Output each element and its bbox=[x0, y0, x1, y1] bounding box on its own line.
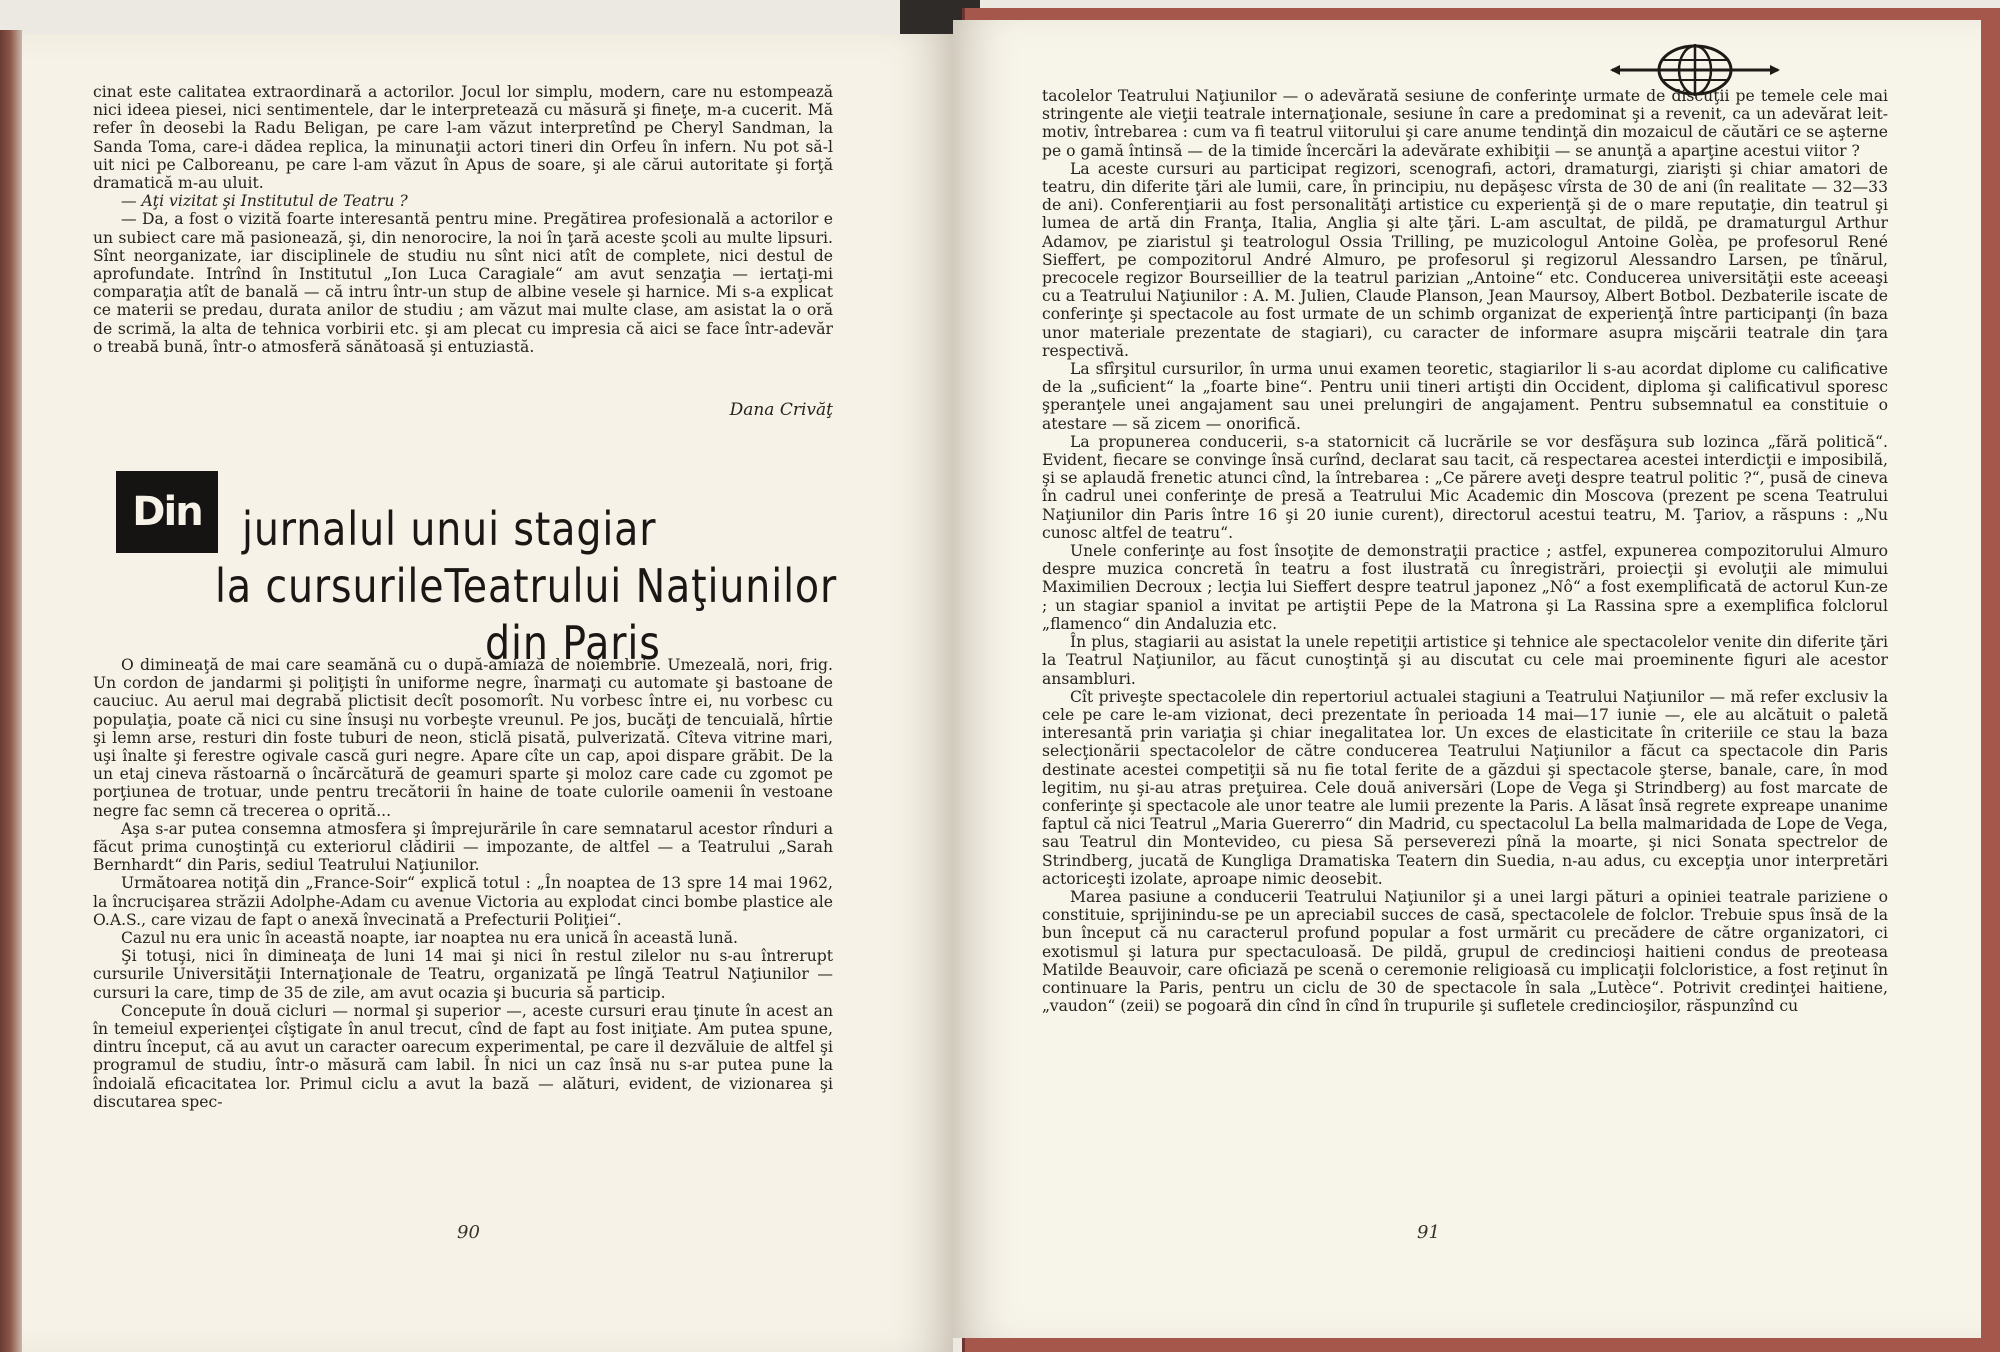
article-title-line: la cursurileTeatrului Naţiunilor bbox=[215, 559, 838, 613]
paragraph: Marea pasiune a conducerii Teatrului Naţiunilor şi a unei largi pături a opiniei teatrale pariziene o constituie, sprijinindu-se pe un apreciabil succes de casă, spectacolele de folclor. Trebuie spus însă de la bun început că nu caracterul profund popular a fost urmărit cu precădere de către organizatori, ci exotismul şi latura pur spectaculoasă. De pildă, grupul de credincioşi haitieni condus de preoteasa Matilde Beauvoir, care oficiază pe scenă o ceremonie religioasă cu implicaţii folcloristice, a fost reţinut în continuare la Paris, pentru un ciclu de 30 de spectacole în sala „Lutèce“. Potrivit credinţei haitiene, „vaudon“ (zeii) se pogoară din cînd în cînd în trupurile şi sufletele credincioşilor, răspunzînd cu bbox=[1042, 887, 1888, 1016]
page-number: 90 bbox=[457, 1222, 480, 1243]
right-article-column bbox=[1042, 87, 1888, 1015]
paragraph: Cît priveşte spectacolele din repertoriul actualei stagiuni a Teatrului Naţiunilor — mă refer exclusiv la cele pe care le-am vizionat, deci prezentate în perioada 14 mai—17 iunie —, ele au alcătuit o paletă interesantă prin variaţia şi chiar inegalitatea lor. Un exces de elasticitate în criteriile ce stau la baza selecţionării spectacolelor de către conducerea Teatrului Naţiunilor a făcut ca spectacole din Paris destinate acestei competiţii să nu fie total ferite de a găzdui şi spectacole şterse, banale, care, în mod legitim, nu şi-au atras preţuirea. Cele două aniversări (Lope de Vega şi Strindberg) au fost marcate de conferinţe şi spectacole ale unor teatre ale lumii prezente la Paris. A lăsat însă regrete expreape unanime faptul că nici Teatrul „Maria Guererro“ din Madrid, cu spectacolul La bella malmaridada de Lope de Vega, sau Teatrul din Montevideo, cu piesa Să perseverezi pînă la moarte, şi nici Sonata spectrelor de Strindberg, jucată de Kungliga Dramatiska Teatern din Suedia, n-au adus, cu excepţia unor interpretări actoriceşti izolate, aproape nimic deosebit. bbox=[1042, 687, 1888, 888]
paragraph: Şi totuşi, nici în dimineaţa de luni 14 mai şi nici în restul zilelor nu s-au întrerupt cursurile Universităţii Internaţionale de Teatru, organizată pe lîngă Teatrul Naţiunilor — cursuri la care, timp de 35 de zile, am avut ocazia şi bucuria să particip. bbox=[93, 947, 833, 1002]
book-binding-left bbox=[0, 30, 22, 1352]
paragraph: Concepute în două cicluri — normal şi superior —, aceste cursuri erau ţinute în acest an în temeiul experienţei cîştigate în anul trecut, cînd de fapt au fost iniţiate. Am putea spune, dintru început, că au avut un caracter oarecum experimental, pe care il dezvăluie de altfel şi programul de studiu, într-o măsură cam labil. În nici un caz însă nu s-ar putea pune la îndoială eficacitatea lor. Primul ciclu a avut la bază — alături, evident, de vizionarea şi discutarea spec- bbox=[93, 1001, 833, 1111]
left-article-column bbox=[93, 656, 833, 1111]
page-number: 91 bbox=[1417, 1222, 1440, 1243]
paragraph: Aşa s-ar putea consemna atmosfera şi împrejurările în care semnatarul acestor rînduri a făcut prima cunoştinţă cu exteriorul clădirii — impozante, de altfel — a Teatrului „Sarah Bernhardt“ din Paris, sediul Teatrului Naţiunilor. bbox=[93, 819, 833, 875]
left-continuation-column bbox=[93, 83, 833, 356]
title-logo: Din bbox=[116, 471, 218, 553]
paragraph: La propunerea conducerii, s-a statornicit că lucrările se vor desfăşura sub lozinca „fără politică“. Evident, fiecare se convinge însă curînd, declarat sau tacit, că respectarea acestei interdicţii e imposibilă, şi se aplaudă frenetic atunci cînd, la întrebarea : „Ce părere aveţi despre teatrul politic ?“, pusă de cineva în cadrul unei conferinţe de presă a Teatrului Mic Academic din Moscova (prezent pe scena Teatrului Naţiunilor din Paris între 16 şi 20 iunie curent), directorul acestui teatru, M. Ţariov, a răspuns : „Nu cunosc altfel de teatru“. bbox=[1042, 432, 1888, 542]
paragraph: În plus, stagiarii au asistat la unele repetiţii artistice şi tehnice ale spectacolelor venite din diferite ţări la Teatrul Naţiunilor, au făcut cunoştinţă şi au discutat cu cele mai proeminente figuri ale acestor ansambluri. bbox=[1042, 633, 1888, 688]
paragraph: — Da, a fost o vizită foarte interesantă pentru mine. Pregătirea profesională a actorilor e un subiect care mă pasionează, şi, din nenorocire, la noi în ţară aceste şcoli au multe lipsuri. Sînt neorganizate, iar disciplinele de studiu nu sînt nici atît de complete, nici destul de aprofundate. Intrînd în Institutul „Ion Luca Caragiale“ am avut senzaţia — iertaţi-mi comparaţia atît de banală — că intru într-un stup de albine vesele şi harnice. Mi s-a explicat ce materii se predau, durata anilor de studiu ; am văzut mai multe clase, am asistat la o oră de scrimă, la alta de tehnica vorbirii etc. şi am plecat cu impresia că aici se face într-adevăr o treabă bună, într-o atmosferă sănătoasă şi entuziastă. bbox=[93, 210, 833, 356]
author-signature: Dana Crivăţ bbox=[729, 400, 833, 420]
paragraph: La aceste cursuri au participat regizori, scenografi, actori, dramaturgi, ziarişti şi chiar amatori de teatru, din diferite ţări ale lumii, care, în principiu, nu depăşesc vîrsta de 30 de ani (în realitate — 32—33 de ani). Conferenţiarii au fost personalităţi artistice cu experienţă şi de o mare reputaţie, din teatrul şi lumea de artă din Franţa, Italia, Anglia şi alte ţări. L-am ascultat, de pildă, pe dramaturgul Arthur Adamov, pe ziaristul şi teatrologul Ossia Trilling, pe muzicologul Antoine Golèa, pe profesorul René Sieffert, pe compozitorul André Almuro, pe profesorul şi regizorul Alessandro Larsen, pe tînărul, precocele regizor Bourseillier de la teatrul parizian „Antoine“ etc. Conducerea universităţii este aceeaşi cu a Teatrului Naţiunilor : A. M. Julien, Claude Planson, Jean Maursoy, Albert Botbol. Dezbaterile iscate de conferinţe şi spectacole au fost urmate de un schimb organizat de experienţă între participanţi (în baza unor materiale prezentate de stagiari), cu caracter de informare asupra mişcării teatrale din ţara respectivă. bbox=[1042, 159, 1888, 360]
article-title-line: din Paris bbox=[485, 616, 661, 670]
paragraph: tacolelor Teatrului Naţiunilor — o adevărată sesiune de conferinţe urmate de discuţii pe temele cele mai stringente ale vieţii teatrale internaţionale, sesiune în care a predominat şi a revenit, ca un adevărat leit-motiv, întrebarea : cum va fi teatrul viitorului şi care anume tendinţă din mozaicul de căutări ce se aşterne pe o gamă întinsă — de la timide încercări la adevărate exhibiţii — se anunţă a aparţine acestui viitor ? bbox=[1042, 87, 1888, 160]
article-title-line: jurnalul unui stagiar bbox=[242, 502, 657, 556]
paragraph: Cazul nu era unic în această noapte, iar noaptea nu era unică în această lună. bbox=[121, 929, 738, 948]
paragraph: O dimineaţă de mai care seamănă cu o după-amiază de noiembrie. Umezeală, nori, frig. Un cordon de jandarmi şi poliţişti în uniforme negre, înarmaţi cu automate şi bastoane de cauciuc. Au aerul mai degrabă plictisit decît posomorît. Nu vorbesc între ei, nu vorbesc cu populaţia, poate că nici cu sine însuşi nu vorbeşte vreunul. Pe jos, bucăţi de tencuială, hîrtie şi lemn arse, resturi din foste tuburi de neon, sticlă pisată, pulverizată. Cîteva vitrine mari, uşi înalte şi ferestre ogivale cască guri negre. Apare cîte un cap, apoi dispare grăbit. De la un etaj cineva răstoarnă o încărcătură de geamuri sparte şi moloz care cade cu zgomot pe porţiunea de trotuar, unde pentru trecătorii în haine de toate culorile oamenii în vestoane negre fac semn că trecerea o oprită... bbox=[93, 656, 833, 820]
paragraph: Unele conferinţe au fost însoţite de demonstraţii practice ; astfel, expunerea compozitorului Almuro despre muzica concretă în teatru a fost ilustrată cu înregistrări, proiecţii şi evoluţii ale mimului Maximilien Decroux ; lecţia lui Sieffert despre teatrul japonez „Nô“ a fost exemplificată de actorul Kun-ze ; un stagiar spaniol a invitat pe artiştii Pepe de la Matrona şi La Rassina spre a exemplifica folclorul „flamenco“ din Andaluzia etc. bbox=[1042, 542, 1888, 633]
paragraph: Următoarea notiţă din „France-Soir“ explică totul : „În noaptea de 13 spre 14 mai 1962, la încrucişarea străzii Adolphe-Adam cu avenue Victoria au explodat cinci bombe plastice ale O.A.S., care vizau de fapt o anexă învecinată a Prefecturii Poliţiei“. bbox=[93, 874, 833, 929]
paragraph: La sfîrşitul cursurilor, în urma unui examen teoretic, stagiarilor li s-au acordat diplome cu calificative de la „suficient“ la „foarte bine“. Pentru unii tineri artişti din Occident, diploma şi calificativul sporesc şperanţele unei angajament sau unei prelungiri de angajament. Pentru subsemnatul ea constituie o atestare — să zicem — onorifică. bbox=[1042, 360, 1888, 433]
paragraph: cinat este calitatea extraordinară a actorilor. Jocul lor simplu, modern, care nu estompează nici ideea piesei, nici sentimentele, dar le interpretează cu măsură şi fineţe, m-a cucerit. Mă refer în deosebi la Radu Beligan, pe care l-am văzut interpretînd pe Cheryl Sandman, la Sanda Toma, care-i dădea replica, la minunaţii actori tineri din Orfeu în infern. Nu pot să-l uit nici pe Calboreanu, pe care l-am văzut în Apus de soare, şi ale cărui autoritate şi forţă dramatică m-au uluit. bbox=[93, 83, 833, 193]
paragraph: — Aţi vizitat şi Institutul de Teatru ? bbox=[121, 192, 408, 211]
